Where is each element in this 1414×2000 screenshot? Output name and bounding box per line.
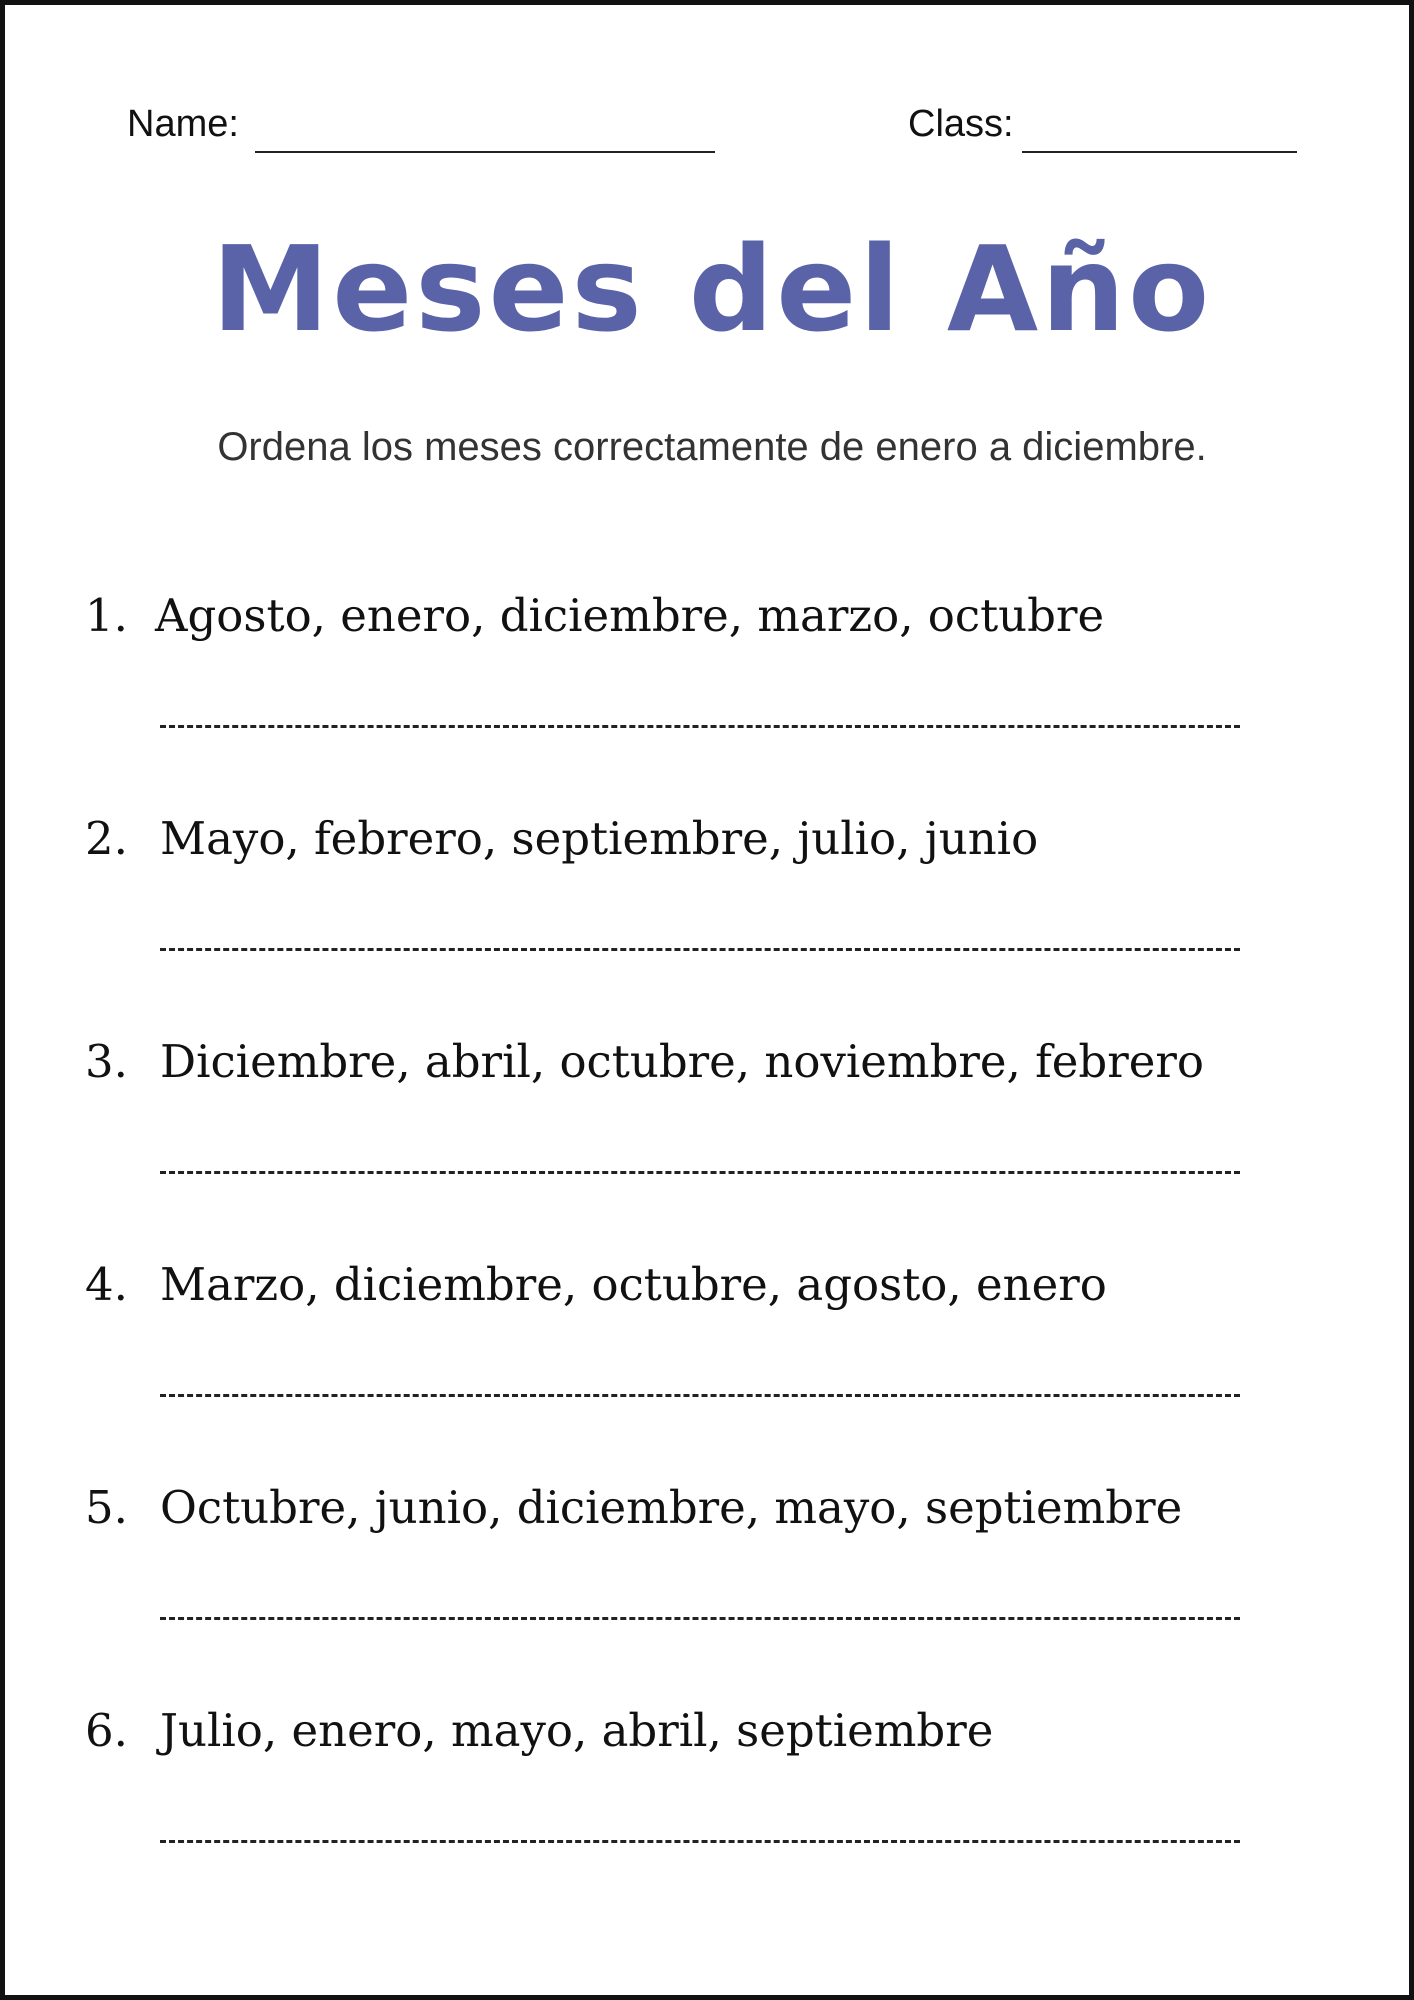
exercise-prompt: Octubre, junio, diciembre, mayo, septiembre <box>160 1481 1183 1534</box>
answer-line[interactable] <box>160 1394 1240 1397</box>
answer-line[interactable] <box>160 948 1240 951</box>
exercise-number: 6. <box>85 1704 128 1757</box>
answer-line[interactable] <box>160 1617 1240 1620</box>
exercise-item <box>5 1035 1414 1262</box>
exercise-item <box>5 1481 1414 1708</box>
answer-line[interactable] <box>160 1171 1240 1174</box>
class-label: Class: <box>908 103 1014 145</box>
page-title: Meses del Año <box>211 220 1213 358</box>
exercise-item <box>5 1704 1414 1931</box>
class-field[interactable] <box>1022 151 1297 153</box>
exercise-prompt: Marzo, diciembre, octubre, agosto, enero <box>160 1258 1107 1311</box>
exercise-number: 2. <box>85 812 128 865</box>
exercise-number: 4. <box>85 1258 128 1311</box>
exercise-prompt: Agosto, enero, diciembre, marzo, octubre <box>155 589 1105 642</box>
exercise-prompt: Mayo, febrero, septiembre, julio, junio <box>160 812 1039 865</box>
exercise-item <box>5 589 1414 816</box>
exercise-item <box>5 1258 1414 1485</box>
exercise-number: 1. <box>85 589 128 642</box>
exercise-number: 5. <box>85 1481 128 1534</box>
exercise-prompt: Julio, enero, mayo, abril, septiembre <box>160 1704 994 1757</box>
answer-line[interactable] <box>160 725 1240 728</box>
exercise-item <box>5 812 1414 1039</box>
name-label: Name: <box>127 103 239 145</box>
instructions-text: Ordena los meses correctamente de enero a diciembre. <box>217 425 1207 469</box>
answer-line[interactable] <box>160 1840 1240 1843</box>
exercise-number: 3. <box>85 1035 128 1088</box>
name-field[interactable] <box>255 151 715 153</box>
exercise-prompt: Diciembre, abril, octubre, noviembre, febrero <box>160 1035 1204 1088</box>
